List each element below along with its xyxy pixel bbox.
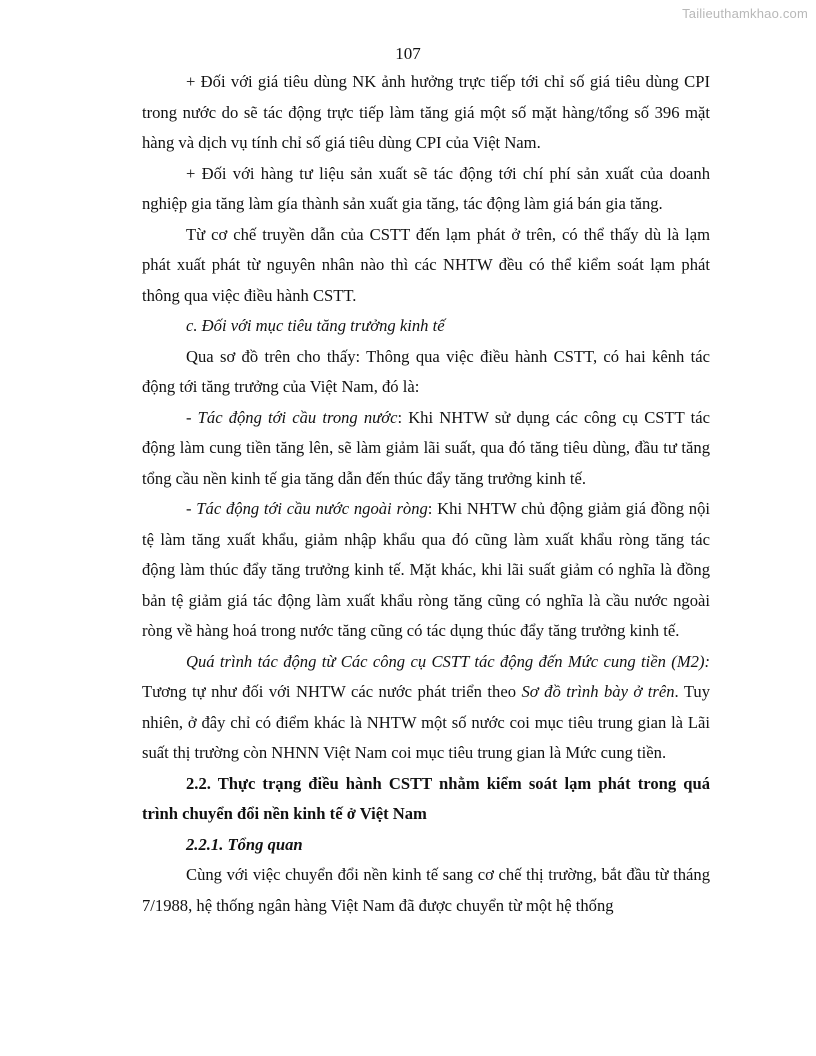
net-foreign-demand-text: : Khi NHTW chủ động giảm giá đồng nội tệ làm tăng xuất khẩu, giảm nhập khẩu qua đó cũng làm xuất khẩu ròng tăng tác động làm thúc đẩy tăng trưởng kinh tế. Mặt khác, khi lãi suất giảm có nghĩa là đồng bản tệ giảm giá tác động làm xuất khẩu ròng tăng cũng có nghĩa là cầu nước ngoài ròng về hàng hoá trong nước tăng cũng có tác dụng thúc đẩy tăng trưởng kinh tế. (142, 499, 710, 640)
money-supply-rest: . Tuy nhiên, ở đây chỉ có điểm khác là NHTW một số nước coi mục tiêu trung gian là Lãi suất thị trường còn NHNN Việt Nam coi mục tiêu trung gian là Mức cung tiền. (142, 682, 710, 762)
net-foreign-demand-lead: - Tác động tới cầu nước ngoài ròng (186, 499, 428, 518)
paragraph-two-channels: Qua sơ đồ trên cho thấy: Thông qua việc điều hành CSTT, có hai kênh tác động tới tăng trưởng của Việt Nam, đó là: (142, 346, 710, 396)
money-supply-mid: Tương tự như đối với NHTW các nước phát triển theo (142, 682, 522, 701)
domestic-demand-lead: - Tác động tới cầu trong nước (186, 407, 398, 427)
subsection-heading: 2.2.1. Tổng quan (186, 834, 303, 854)
paragraph-overview: Cùng với việc chuyển đổi nền kinh tế sang cơ chế thị trường, bắt đầu từ tháng 7/1988, hệ thống ngân hàng Việt Nam đã được chuyển từ một hệ thống (142, 865, 710, 915)
page-number: 107 (395, 44, 421, 63)
heading-growth-objective: c. Đối với mục tiêu tăng trưởng kinh tế (186, 316, 445, 335)
watermark: Tailieuthamkhao.com (682, 6, 808, 21)
paragraph-domestic-demand (142, 403, 710, 495)
section-heading: 2.2. Thực trạng điều hành CSTT nhằm kiểm soát lạm phát trong quá trình chuyển đổi nền kinh tế ở Việt Nam (142, 773, 710, 823)
paragraph-transmission: Từ cơ chế truyền dẫn của CSTT đến lạm phát ở trên, có thể thấy dù là lạm phát xuất phát từ nguyên nhân nào thì các NHTW đều có thể kiểm soát lạm phát thông qua việc điều hành CSTT. (142, 224, 710, 305)
money-supply-lead: Quá trình tác động từ Các công cụ CSTT tác động đến Mức cung tiền (M2): (186, 651, 710, 671)
paragraph-net-foreign-demand (142, 494, 710, 647)
paragraph-consumer-goods: + Đối với giá tiêu dùng NK ảnh hưởng trực tiếp tới chỉ số giá tiêu dùng CPI trong nước do sẽ tác động trực tiếp làm tăng giá một số mặt hàng/tổng số 396 mặt hàng và dịch vụ tính chỉ số giá tiêu dùng CPI của Việt Nam. (142, 72, 710, 152)
document-body (142, 67, 710, 921)
money-supply-ref: Sơ đồ trình bày ở trên (521, 682, 675, 701)
domestic-demand-text: : Khi NHTW sử dụng các công cụ CSTT tác động làm cung tiền tăng lên, sẽ làm giảm lãi suất, qua đó tăng tiêu dùng, đầu tư tăng tổng cầu nền kinh tế gia tăng dẫn đến thúc đẩy tăng trưởng kinh tế. (142, 407, 710, 488)
paragraph-money-supply (142, 647, 710, 769)
paragraph-production-goods: + Đối với hàng tư liệu sản xuất sẽ tác động tới chí phí sản xuất của doanh nghiệp gia tăng làm gía thành sản xuất gia tăng, tác động làm giá bán gia tăng. (142, 163, 710, 213)
